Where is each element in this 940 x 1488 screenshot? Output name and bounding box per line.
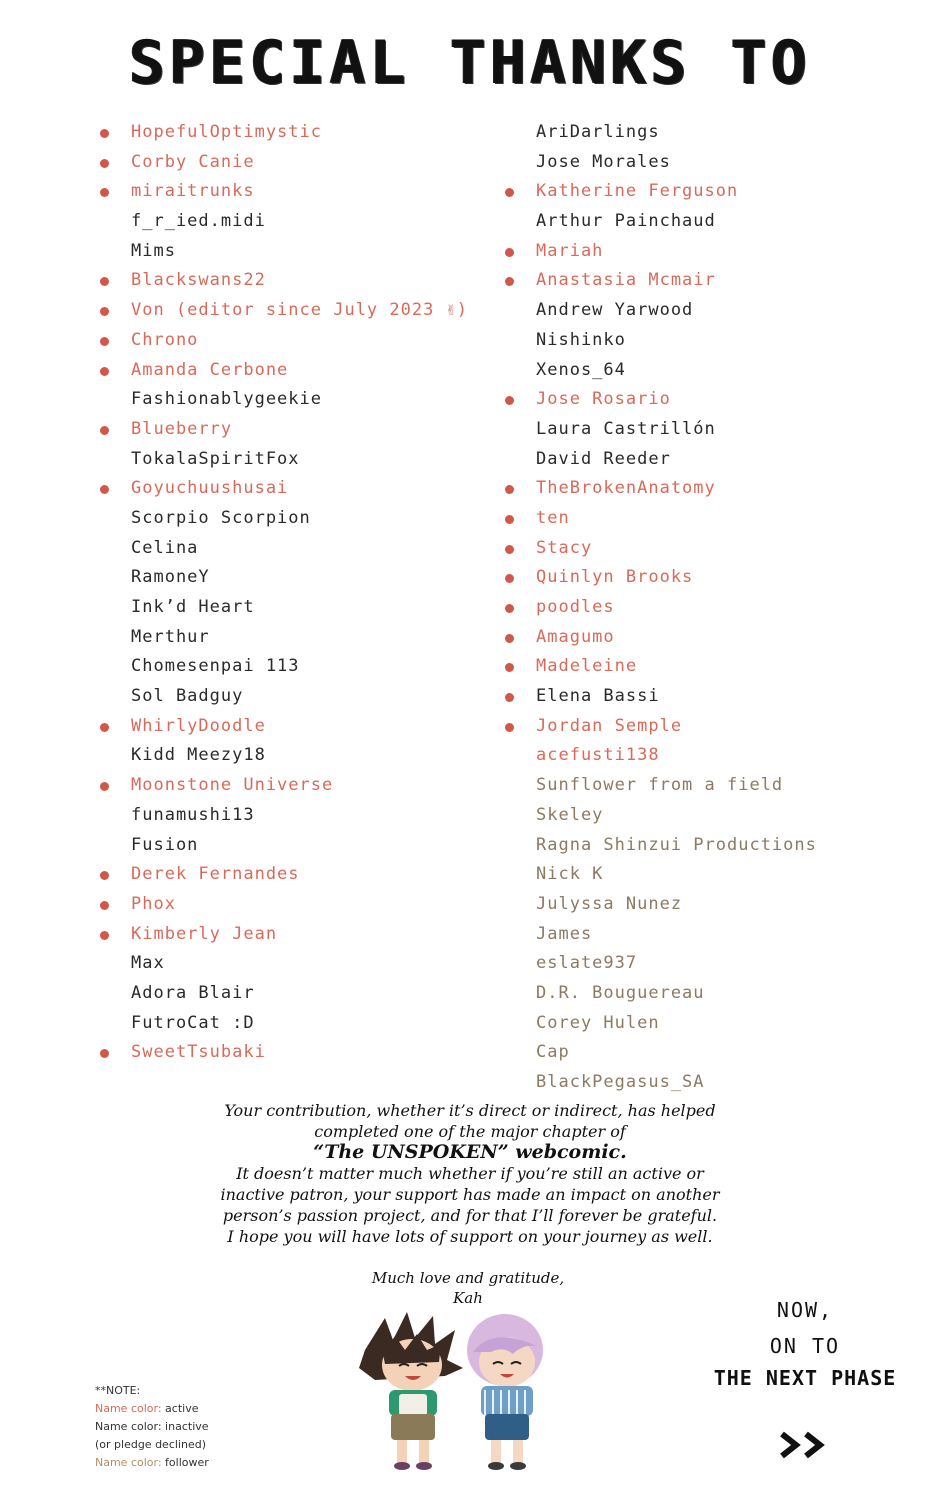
supporter-name: [90, 860, 468, 890]
signoff: [320, 1268, 616, 1308]
legend-value: inactive: [161, 1420, 209, 1433]
supporter-name-text: eslate937: [536, 953, 638, 974]
left-character-figure: [359, 1312, 463, 1470]
legend-label: Name color:: [95, 1420, 162, 1433]
next-line-on-to: ON TO: [769, 1334, 841, 1358]
supporter-name: [495, 1068, 817, 1098]
supporter-name: [495, 801, 817, 831]
supporter-name: [495, 593, 817, 623]
active-dot-icon: [100, 337, 109, 346]
supporter-name: [495, 474, 817, 504]
supporter-name-text: FutroCat :D: [131, 1012, 255, 1033]
supporter-name: [495, 949, 817, 979]
supporter-name: [495, 177, 817, 207]
active-dot-icon: [505, 663, 514, 672]
supporter-name-text: Phox: [131, 893, 176, 914]
supporter-name-text: HopefulOptimystic: [131, 122, 322, 142]
legend-inactive-sub: (or pledge declined): [95, 1438, 206, 1451]
thank-you-message: [170, 1100, 770, 1247]
supporter-name-text: TokalaSpiritFox: [131, 448, 300, 469]
message-line: person’s passion project, and for that I’ll forever be grateful.: [222, 1206, 718, 1225]
supporter-name: [495, 237, 817, 267]
supporter-name: [90, 445, 468, 475]
supporter-name-text: Andrew Yarwood: [536, 300, 694, 321]
supporter-name: [90, 504, 468, 534]
supporter-name-text: Adora Blair: [131, 982, 255, 1003]
supporter-name-text: Kimberly Jean: [131, 923, 278, 944]
supporter-name-text: f_r_ied.midi: [131, 211, 266, 232]
supporter-name: [495, 415, 817, 445]
supporter-name-text: Sol Badguy: [131, 686, 244, 707]
active-dot-icon: [100, 871, 109, 880]
message-line: Your contribution, whether it’s direct or indirect, has helped: [224, 1101, 716, 1120]
supporters-column-left: [90, 118, 468, 1068]
supporter-name: [495, 831, 817, 861]
message-line: completed one of the major chapter of: [314, 1122, 626, 1141]
supporter-name-text: Nishinko: [536, 329, 626, 350]
supporter-name: [495, 1009, 817, 1039]
active-dot-icon: [505, 545, 514, 554]
active-dot-icon: [100, 782, 109, 791]
supporter-name: [495, 356, 817, 386]
supporter-name-text: Amagumo: [536, 626, 615, 647]
message-comic-title: “The UNSPOKEN” webcomic.: [313, 1141, 627, 1163]
supporter-name: [495, 741, 817, 771]
supporter-name: [90, 415, 468, 445]
supporter-name-text: TheBrokenAnatomy: [536, 478, 716, 499]
supporter-name: [90, 266, 468, 296]
supporter-name-text: WhirlyDoodle: [131, 715, 266, 736]
supporter-name: [90, 890, 468, 920]
supporter-name: [495, 890, 817, 920]
supporter-name-text: Skeley: [536, 804, 604, 825]
supporter-name-text: Chrono: [131, 329, 199, 350]
supporter-name-text: Mariah: [536, 240, 604, 261]
supporter-name: [90, 682, 468, 712]
supporter-name-text: Chomesenpai 113: [131, 656, 300, 677]
active-dot-icon: [100, 723, 109, 732]
supporter-name-text: Corey Hulen: [536, 1012, 660, 1033]
supporter-name-text: Goyuchuushusai: [131, 478, 289, 499]
supporter-name: [90, 741, 468, 771]
supporter-name: [90, 148, 468, 178]
supporter-name-text: Blackswans22: [131, 270, 266, 291]
page-title: SPECIAL THANKS TO: [128, 28, 812, 98]
active-dot-icon: [100, 277, 109, 286]
active-dot-icon: [505, 693, 514, 702]
supporter-name-text: Blueberry: [131, 418, 233, 439]
supporter-name-text: Sunflower from a field: [536, 775, 784, 796]
active-dot-icon: [100, 931, 109, 940]
supporter-name-text: Madeleine: [536, 656, 638, 677]
supporter-name: [90, 237, 468, 267]
supporters-column-right: [495, 118, 817, 1098]
active-dot-icon: [505, 396, 514, 405]
legend-active: [95, 1400, 209, 1418]
supporter-name-text: Fusion: [131, 834, 199, 855]
active-dot-icon: [505, 485, 514, 494]
supporter-name: [90, 949, 468, 979]
supporter-name: [495, 979, 817, 1009]
supporter-name-text: miraitrunks: [131, 181, 255, 202]
supporter-name: [90, 356, 468, 386]
supporter-name: [495, 385, 817, 415]
supporter-name-text: D.R. Bouguereau: [536, 982, 705, 1003]
supporter-name: [90, 534, 468, 564]
supporter-name-text: Celina: [131, 537, 199, 558]
active-dot-icon: [505, 604, 514, 613]
supporter-name: [90, 831, 468, 861]
supporter-name-text: Anastasia Mcmair: [536, 270, 716, 291]
chibi-characters-illustration: [355, 1310, 585, 1475]
supporter-name-text: Laura Castrillón: [536, 418, 716, 439]
message-line: inactive patron, your support has made an impact on another: [220, 1185, 720, 1204]
supporter-name: [495, 860, 817, 890]
active-dot-icon: [100, 901, 109, 910]
next-arrow-icon[interactable]: [778, 1430, 832, 1460]
supporter-name-text: Jose Rosario: [536, 389, 671, 410]
legend-value: active: [161, 1402, 199, 1415]
supporter-name-text: Elena Bassi: [536, 686, 660, 707]
message-line: It doesn’t matter much whether if you’re still an active or: [236, 1164, 704, 1183]
supporter-name: [495, 207, 817, 237]
supporter-name-text: Kidd Meezy18: [131, 745, 266, 766]
supporter-name: [495, 445, 817, 475]
supporter-name: [90, 1009, 468, 1039]
supporter-name: [90, 920, 468, 950]
supporter-name: [90, 771, 468, 801]
signoff-author: Kah: [453, 1289, 483, 1307]
supporter-name: [90, 118, 468, 148]
supporter-name: [90, 207, 468, 237]
right-character-figure: [467, 1314, 543, 1470]
supporter-name-text: Cap: [536, 1042, 570, 1063]
supporter-name-text: Corby Canie: [131, 151, 255, 172]
supporter-name: [495, 326, 817, 356]
supporter-name-text: ten: [536, 507, 570, 528]
supporter-name: [90, 801, 468, 831]
supporter-name: [495, 771, 817, 801]
supporter-name-text: Amanda Cerbone: [131, 359, 289, 380]
supporter-name: [90, 563, 468, 593]
supporter-name: [90, 652, 468, 682]
legend-value: follower: [161, 1456, 209, 1469]
legend-label: Name color:: [95, 1456, 162, 1469]
next-phase-title: THE NEXT PHASE: [713, 1366, 897, 1390]
supporter-name-text: James: [536, 923, 593, 944]
supporter-name-text: poodles: [536, 597, 615, 617]
supporter-name-text: David Reeder: [536, 448, 671, 469]
active-dot-icon: [100, 426, 109, 435]
signoff-line: Much love and gratitude,: [371, 1269, 565, 1287]
legend-label: Name color:: [95, 1402, 162, 1415]
supporter-name-text: Merthur: [131, 626, 210, 647]
supporter-name: [90, 593, 468, 623]
supporter-name: [495, 682, 817, 712]
supporter-name: [90, 474, 468, 504]
supporter-name: [90, 296, 468, 326]
supporter-name-text: Ragna Shinzui Productions: [536, 834, 817, 855]
supporter-name-text: Scorpio Scorpion: [131, 507, 311, 528]
supporter-name-text: Moonstone Universe: [131, 775, 334, 796]
supporter-name-text: Von (editor since July 2023 ✌): [131, 300, 469, 321]
supporter-name-text: Arthur Painchaud: [536, 211, 716, 232]
next-phase-panel: [700, 1292, 910, 1390]
supporter-name: [90, 979, 468, 1009]
next-line-now: NOW,: [776, 1298, 834, 1322]
message-line: I hope you will have lots of support on your journey as well.: [227, 1227, 713, 1246]
supporter-name: [495, 712, 817, 742]
active-dot-icon: [505, 515, 514, 524]
supporter-name-text: AriDarlings: [536, 122, 660, 142]
supporter-name-text: Fashionablygeekie: [131, 389, 322, 410]
supporter-name-text: acefusti138: [536, 745, 660, 766]
supporter-name: [90, 623, 468, 653]
active-dot-icon: [505, 188, 514, 197]
supporter-name-text: BlackPegasus_SA: [536, 1072, 705, 1092]
active-dot-icon: [100, 129, 109, 138]
supporter-name: [90, 326, 468, 356]
supporter-name: [495, 563, 817, 593]
active-dot-icon: [100, 367, 109, 376]
active-dot-icon: [100, 485, 109, 494]
supporter-name: [495, 534, 817, 564]
supporter-name: [495, 266, 817, 296]
active-dot-icon: [505, 723, 514, 732]
supporter-name: [495, 504, 817, 534]
supporter-name: [90, 712, 468, 742]
supporter-name: [495, 118, 817, 148]
supporter-name-text: Julyssa Nunez: [536, 893, 683, 914]
supporter-name: [495, 1038, 817, 1068]
supporter-name-text: funamushi13: [131, 804, 255, 825]
active-dot-icon: [505, 248, 514, 257]
supporter-name-text: Mims: [131, 240, 176, 261]
supporter-name-text: Max: [131, 953, 165, 974]
supporter-name: [90, 385, 468, 415]
supporter-name: [90, 1038, 468, 1068]
supporter-name: [495, 623, 817, 653]
active-dot-icon: [505, 574, 514, 583]
note-heading: **NOTE:: [95, 1384, 141, 1397]
active-dot-icon: [505, 634, 514, 643]
supporter-name-text: Stacy: [536, 537, 593, 558]
color-legend-note: [95, 1382, 209, 1472]
supporter-name: [495, 652, 817, 682]
supporter-name-text: Quinlyn Brooks: [536, 567, 694, 588]
supporter-name-text: RamoneY: [131, 567, 210, 588]
supporter-name-text: Katherine Ferguson: [536, 181, 739, 202]
supporter-name: [495, 148, 817, 178]
active-dot-icon: [100, 159, 109, 168]
supporter-name-text: Derek Fernandes: [131, 864, 300, 885]
supporter-name: [90, 177, 468, 207]
supporter-name-text: Nick K: [536, 864, 604, 885]
supporter-name: [495, 296, 817, 326]
supporter-name-text: Jordan Semple: [536, 715, 683, 736]
active-dot-icon: [100, 188, 109, 197]
supporter-name: [495, 920, 817, 950]
legend-follower: [95, 1454, 209, 1472]
legend-inactive: [95, 1418, 209, 1436]
active-dot-icon: [100, 307, 109, 316]
active-dot-icon: [100, 1049, 109, 1058]
supporter-name-text: Xenos_64: [536, 359, 626, 380]
active-dot-icon: [505, 277, 514, 286]
supporter-name-text: Ink’d Heart: [131, 597, 255, 617]
supporter-name-text: Jose Morales: [536, 151, 671, 172]
supporter-name-text: SweetTsubaki: [131, 1042, 266, 1063]
